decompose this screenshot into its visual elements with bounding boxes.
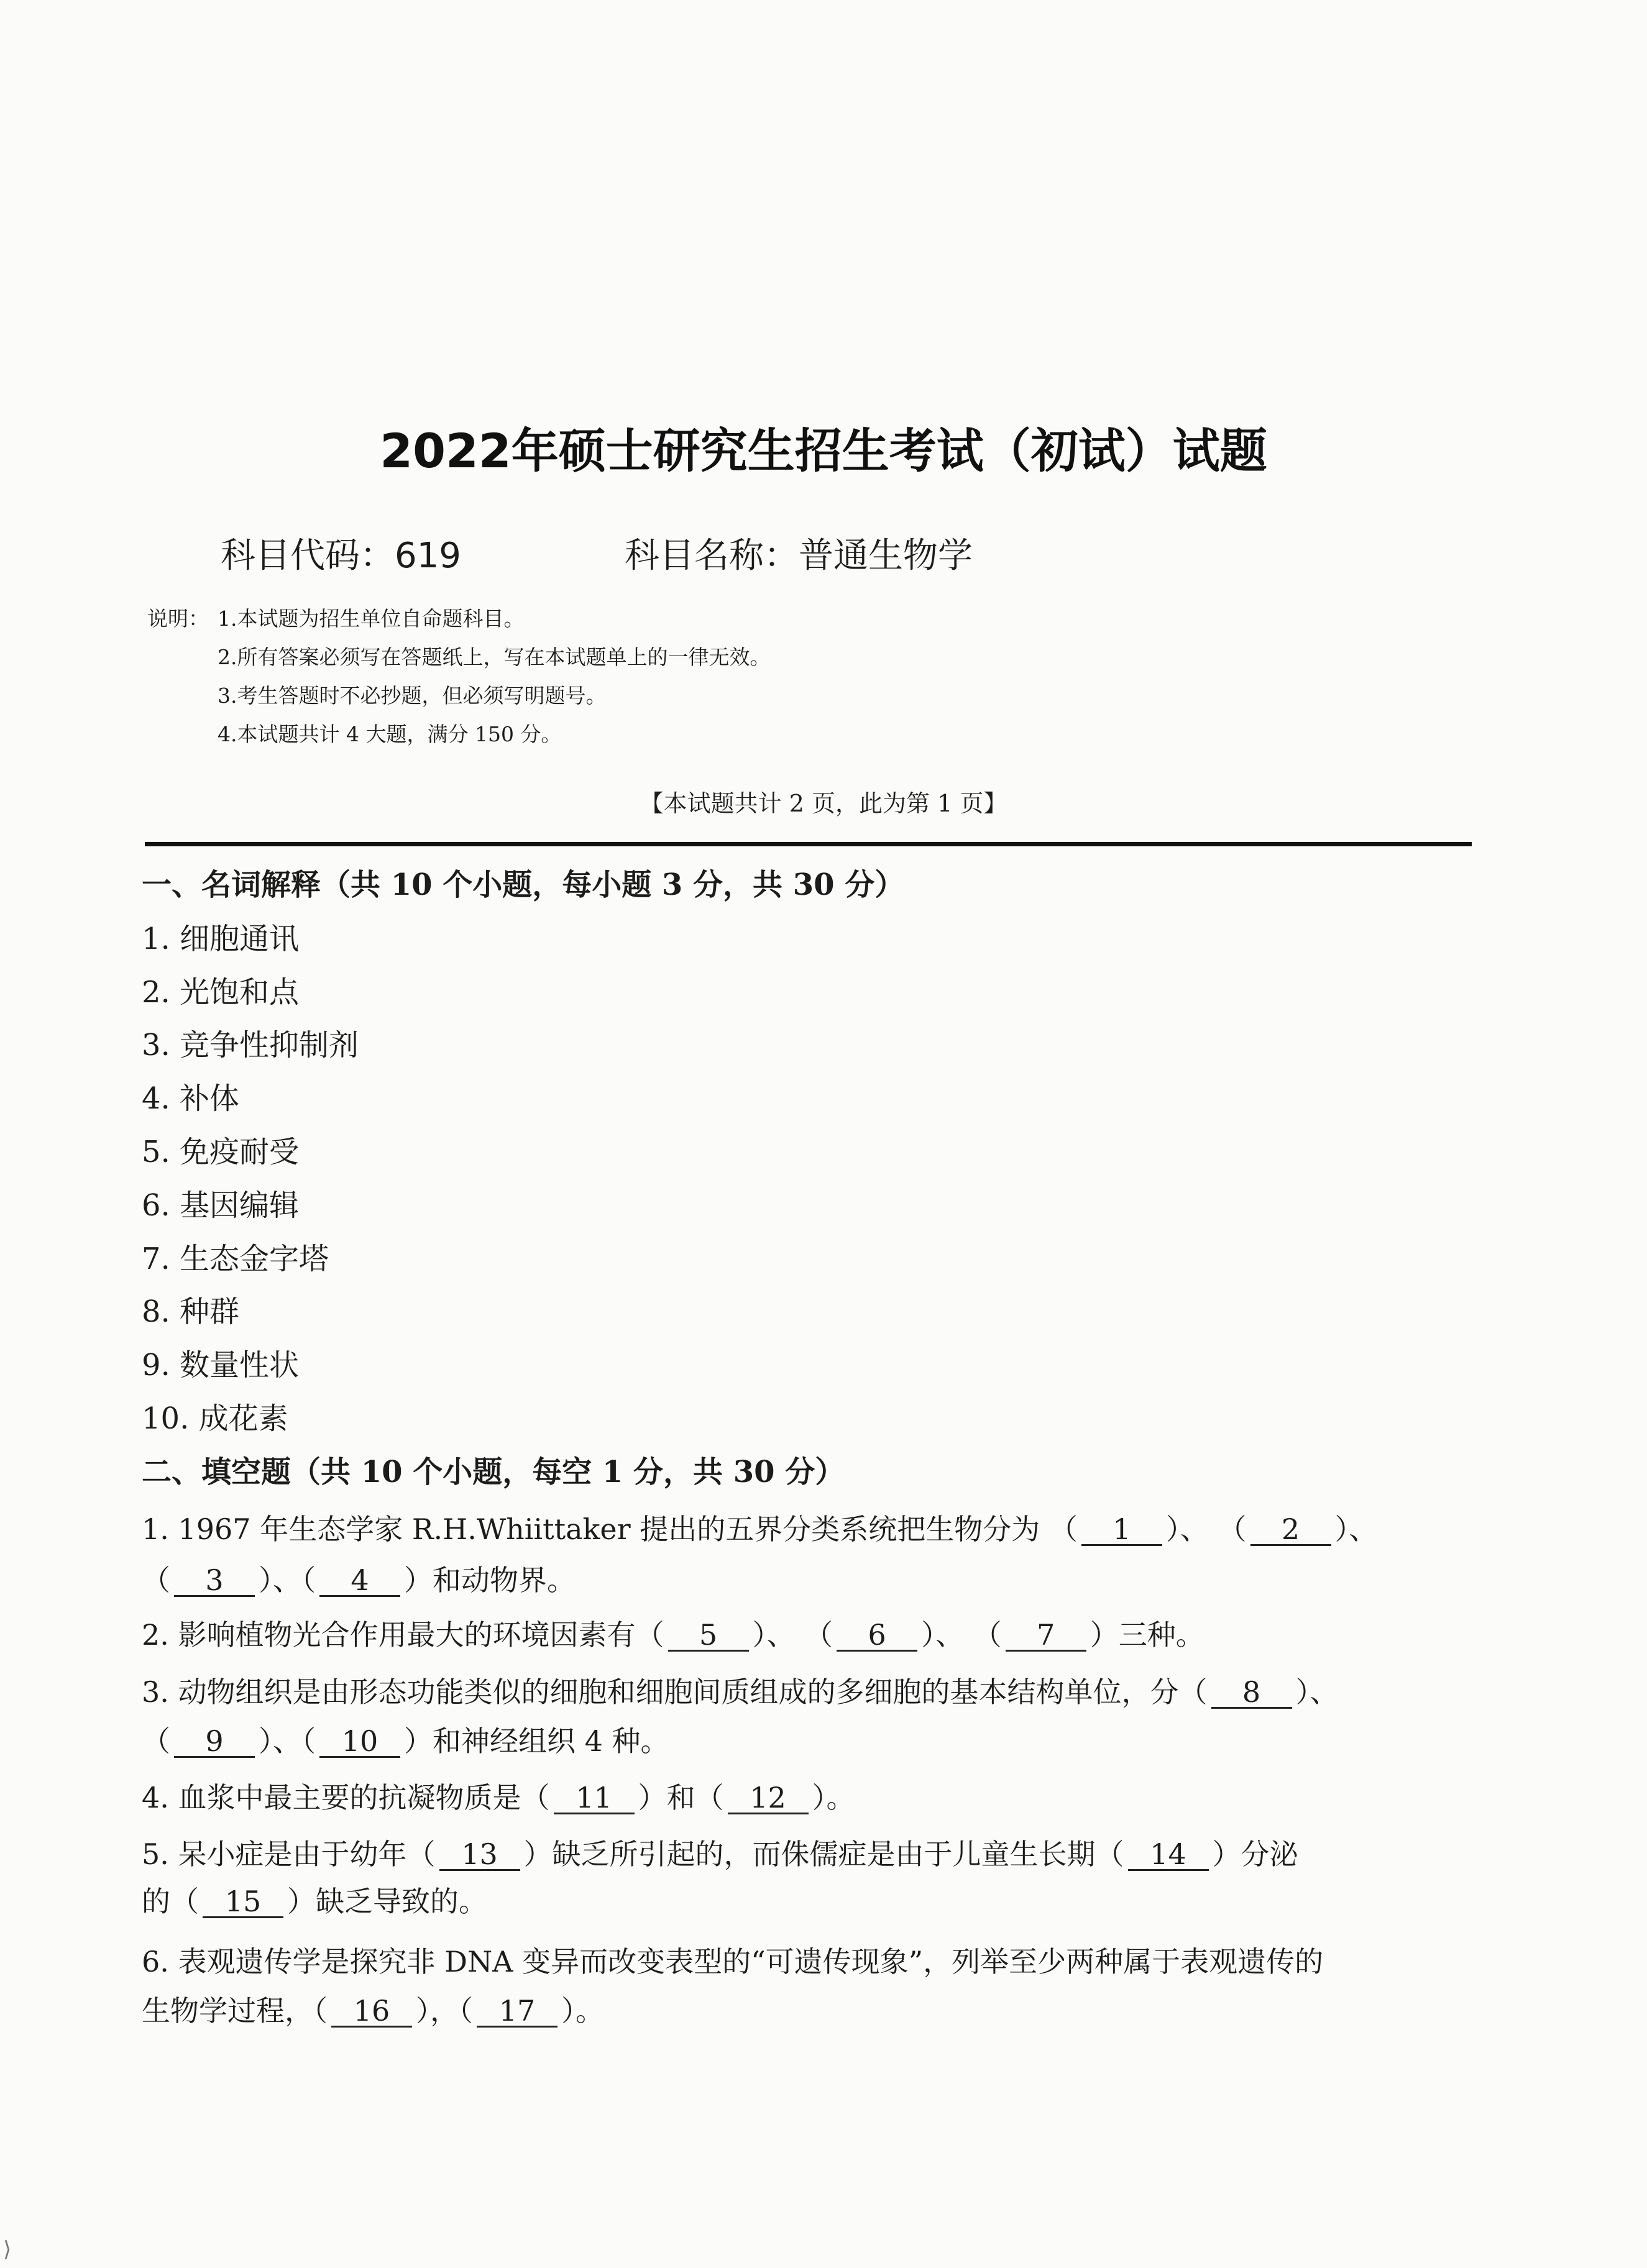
term-item: 9. 数量性状	[142, 1348, 300, 1383]
term-item: 10. 成花素	[142, 1401, 288, 1436]
divider-rule	[145, 842, 1472, 846]
question-5-line-2: 的（ 15 ）缺乏导致的。	[142, 1885, 487, 1918]
answer-blank: 11	[554, 1783, 635, 1814]
term-item: 5. 免疫耐受	[142, 1135, 300, 1169]
answer-blank: 9	[174, 1726, 255, 1758]
term-item: 4. 补体	[142, 1081, 240, 1116]
question-3-line-1: 3. 动物组织是由形态功能类似的细胞和细胞间质组成的多细胞的基本结构单位，分（ 8 ）、	[142, 1675, 1339, 1709]
answer-blank: 13	[439, 1839, 520, 1871]
answer-blank: 7	[1006, 1620, 1086, 1652]
question-4: 4. 血浆中最主要的抗凝物质是（ 11 ）和（ 12 ）。	[142, 1781, 855, 1814]
section-1-title: 一、名词解释（共 10 个小题，每小题 3 分，共 30 分）	[142, 867, 905, 902]
answer-blank: 14	[1128, 1839, 1209, 1871]
term-item: 3. 竞争性抑制剂	[142, 1028, 359, 1063]
question-1-line-1: 1. 1967 年生态学家 R.H.Whiittaker 提出的五界分类系统把生物分为 （ 1 ）、 （ 2 ）、	[142, 1512, 1378, 1546]
question-2: 2. 影响植物光合作用最大的环境因素有（ 5 ）、 （ 6 ）、 （ 7 ）三种。	[142, 1618, 1204, 1652]
term-item: 2. 光饱和点	[142, 975, 300, 1010]
subject-name: 科目名称：普通生物学	[625, 536, 973, 576]
answer-blank: 16	[331, 1996, 412, 2028]
scan-artifact: ⟩	[3, 2237, 12, 2262]
question-3-line-2: （ 9 ）、（ 10 ）和神经组织 4 种。	[142, 1724, 669, 1758]
term-item: 6. 基因编辑	[142, 1188, 300, 1223]
answer-blank: 5	[668, 1620, 749, 1652]
instruction-item: 3.考生答题时不必抄题，但必须写明题号。	[218, 684, 607, 708]
answer-blank: 12	[728, 1783, 809, 1814]
subject-code: 科目代码：619	[221, 536, 461, 576]
instruction-item: 1.本试题为招生单位自命题科目。	[218, 606, 525, 631]
term-item: 7. 生态金字塔	[142, 1241, 329, 1276]
question-6-line-1: 6. 表观遗传学是探究非 DNA 变异而改变表型的“可遗传现象”，列举至少两种属于表观遗传的	[142, 1945, 1324, 1978]
answer-blank: 15	[203, 1886, 283, 1918]
answer-blank: 2	[1250, 1514, 1331, 1546]
section-2-title: 二、填空题（共 10 个小题，每空 1 分，共 30 分）	[142, 1455, 845, 1489]
question-1-line-2: （ 3 ）、（ 4 ）和动物界。	[142, 1563, 576, 1597]
answer-blank: 6	[837, 1620, 917, 1652]
answer-blank: 17	[477, 1996, 557, 2028]
question-5-line-1: 5. 呆小症是由于幼年（ 13 ）缺乏所引起的，而侏儒症是由于儿童生长期（ 14 ）分泌	[142, 1837, 1298, 1871]
answer-blank: 4	[319, 1565, 400, 1597]
answer-blank: 10	[319, 1726, 400, 1758]
answer-blank: 8	[1211, 1677, 1292, 1709]
question-6-line-2: 生物学过程，（ 16 ），（ 17 ）。	[142, 1994, 604, 2028]
answer-blank: 1	[1081, 1514, 1162, 1546]
instruction-item: 4.本试题共计 4 大题，满分 150 分。	[218, 722, 562, 746]
term-item: 8. 种群	[142, 1294, 240, 1329]
instructions-label: 说明：	[147, 606, 209, 631]
answer-blank: 3	[174, 1565, 255, 1597]
instructions	[147, 600, 771, 754]
exam-title: 2022年硕士研究生招生考试（初试）试题	[380, 423, 1267, 478]
instruction-item: 2.所有答案必须写在答题纸上，写在本试题单上的一律无效。	[218, 645, 771, 669]
page-info: 【本试题共计 2 页，此为第 1 页】	[640, 790, 1007, 817]
term-item: 1. 细胞通讯	[142, 921, 300, 956]
